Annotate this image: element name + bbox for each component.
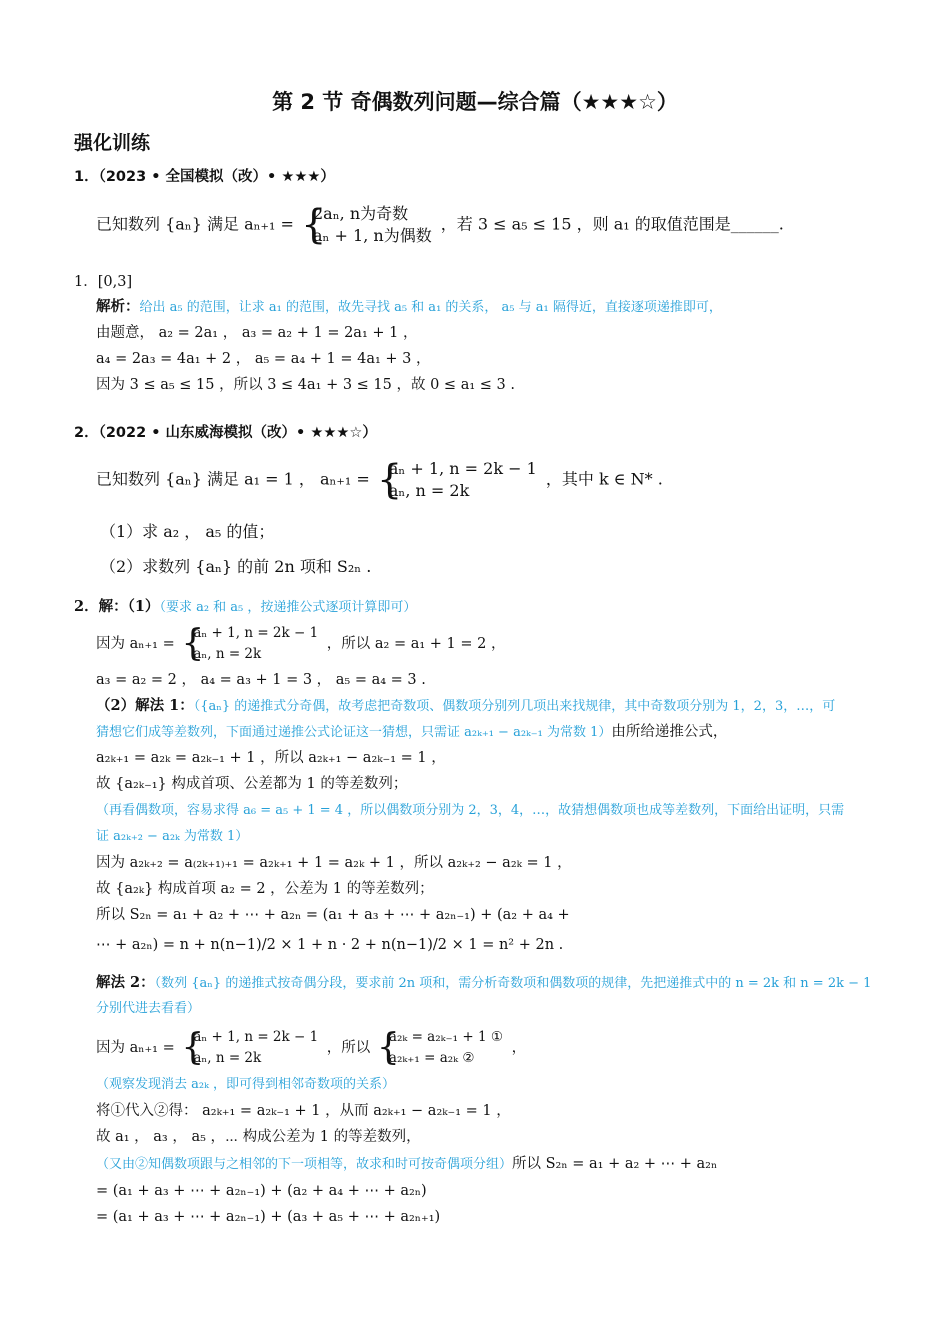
- a1-analysis: [96, 300, 722, 315]
- a2-method1-line5: 所以 S₂ₙ = a₁ + a₂ + ⋯ + a₂ₙ = (a₁ + a₃ + ⋯ + a₂ₙ₋₁) + (a₂ + a₄ +: [96, 907, 570, 923]
- a2-heading: [74, 600, 416, 615]
- a1-line2: a₄ = 2a₃ = 4a₁ + 2 ， a₅ = a₄ + 1 = 4a₁ + 3 ，: [96, 351, 431, 367]
- a2-sys-row1: aₙ + 1, n = 2k − 1: [193, 625, 319, 641]
- a2-method1-line1: a₂ₖ₊₁ = a₂ₖ = a₂ₖ₋₁ + 1 ，所以 a₂ₖ₊₁ − a₂ₖ₋₁ = 1 ，: [96, 750, 446, 766]
- a2-method1-note2-tail: 由所给递推公式，: [611, 724, 728, 740]
- q1-heading: 1．（2023 • 全国模拟（改）• ★★★）: [74, 169, 335, 185]
- q2-sys-row1: aₙ + 1, n = 2k − 1: [388, 459, 537, 478]
- page-title: 第 2 节 奇偶数列问题—综合篇（★★★☆）: [272, 90, 678, 114]
- a2-method2-recurrence-system: { aₙ + 1, n = 2k − 1 aₙ, n = 2k: [181, 1027, 319, 1068]
- a2-method2-note: （数列 {aₙ} 的递推式按奇偶分段，要求前 2n 项和，需分析奇数项和偶数项的规律，先把递推式中的 n = 2k 和 n = 2k − 1: [154, 976, 872, 991]
- q1-sys-row1: 2aₙ, n为奇数: [313, 204, 409, 223]
- q1-piecewise-system: { 2aₙ, n为奇数 aₙ + 1, n为偶数: [301, 202, 432, 248]
- a2-method1-note2: 猜想它们成等差数列，下面通过递推公式论证这一猜想，只需证 a₂ₖ₊₁ − a₂ₖ₋₁ 为常数 1）: [96, 725, 612, 740]
- q2-stem-pre: 已知数列 {aₙ} 满足 a₁ = 1 ， aₙ₊₁ =: [96, 469, 370, 489]
- a2-method2-line3: 故 a₁ ， a₃ ， a₅ ，⋯ 构成公差为 1 的等差数列，: [96, 1129, 421, 1145]
- a2-method2-line1-post: ，: [511, 1040, 527, 1056]
- a2-sys-row2: aₙ, n = 2k: [193, 646, 262, 662]
- a2-method2-note4: （又由②知偶数项跟与之相邻的下一项相等，故求和时可按奇偶项分组）: [96, 1157, 513, 1172]
- a2-method1-note: （{aₙ} 的递推式分奇偶，故考虑把奇数项、偶数项分别列几项出来找规律，其中奇数项分别为 1，2，3，…，可: [193, 699, 836, 714]
- q2-stem-post: ，其中 k ∈ N* .: [545, 469, 663, 489]
- a2-method2-note4-tail: 所以 S₂ₙ = a₁ + a₂ + ⋯ + a₂ₙ: [512, 1156, 718, 1172]
- a2-note1: （要求 a₂ 和 a₅ ，按递推公式逐项计算即可）: [159, 600, 417, 615]
- a2-method1-line3: 因为 a₂ₖ₊₂ = a₍₂ₖ₊₁₎₊₁ = a₂ₖ₊₁ + 1 = a₂ₖ + 1 ，所以 a₂ₖ₊₂ − a₂ₖ = 1 ，: [96, 855, 572, 871]
- q2-piecewise-system: { aₙ + 1, n = 2k − 1 aₙ, n = 2k: [376, 457, 537, 503]
- a2-method2-line1-pre: 因为 aₙ₊₁ =: [96, 1040, 175, 1056]
- a2-method2-line2: 将①代入②得： a₂ₖ₊₁ = a₂ₖ₋₁ + 1 ，从而 a₂ₖ₊₁ − a₂ₖ₋₁ = 1 ，: [96, 1103, 511, 1119]
- a2-method2-derived-row1: a₂ₖ = a₂ₖ₋₁ + 1 ①: [388, 1029, 503, 1045]
- a2-method2-intro: [96, 976, 871, 991]
- a2-line1: [96, 623, 505, 665]
- a2-method1-label: （2）解法 1：: [96, 697, 194, 714]
- section-heading: 强化训练: [74, 132, 151, 154]
- a2-method2-note3: （观察发现消去 a₂ₖ ，即可得到相邻奇数项的关系）: [96, 1077, 395, 1092]
- a2-line2: a₃ = a₂ = 2 ， a₄ = a₃ + 1 = 3 ， a₅ = a₄ = 3 .: [96, 672, 426, 688]
- q2-part1: （1）求 a₂ ， a₅ 的值；: [100, 522, 275, 541]
- a2-method1-line6: ⋯ + a₂ₙ) = n + n(n−1)/2 × 1 + n · 2 + n(n−1)/2 × 1 = n² + 2n .: [96, 937, 564, 953]
- a2-method2-line5: = (a₁ + a₃ + ⋯ + a₂ₙ₋₁) + (a₂ + a₄ + ⋯ + a₂ₙ): [96, 1183, 427, 1199]
- a2-method1-intro: [96, 699, 835, 714]
- a1-line1: 由题意， a₂ = 2a₁ ， a₃ = a₂ + 1 = 2a₁ + 1 ，: [96, 325, 418, 341]
- q1-stem-post: ，若 3 ≤ a₅ ≤ 15 ，则 a₁ 的取值范围是______.: [440, 214, 784, 234]
- a2-method2-derived-system: { a₂ₖ = a₂ₖ₋₁ + 1 ① a₂ₖ₊₁ = a₂ₖ ②: [376, 1027, 503, 1068]
- a2-head-label: 2．解：（1）: [74, 598, 160, 615]
- a2-method1-intro2: [96, 725, 727, 740]
- a2-method1-note4: 证 a₂ₖ₊₂ − a₂ₖ 为常数 1）: [96, 829, 249, 844]
- a2-method2-note2: 分别代进去看看）: [96, 1001, 201, 1016]
- q2-sys-row2: aₙ, n = 2k: [388, 481, 470, 500]
- a1-analysis-note: 给出 a₅ 的范围，让求 a₁ 的范围，故先寻找 a₅ 和 a₁ 的关系， a₅ 与 a₁ 隔得近，直接逐项递推即可，: [139, 300, 722, 315]
- q2-stem: [96, 458, 663, 502]
- a2-method2-rec-row1: aₙ + 1, n = 2k − 1: [193, 1029, 319, 1045]
- a2-line1-post: ，所以 a₂ = a₁ + 1 = 2 ，: [326, 636, 506, 652]
- a2-line1-pre: 因为 aₙ₊₁ =: [96, 636, 175, 652]
- a2-piecewise-system: { aₙ + 1, n = 2k − 1 aₙ, n = 2k: [181, 623, 319, 664]
- a2-method2-rec-row2: aₙ, n = 2k: [193, 1050, 262, 1066]
- a2-method2-line1: [96, 1027, 526, 1069]
- q1-stem: [96, 203, 784, 247]
- a2-method1-line2: 故 {a₂ₖ₋₁} 构成首项、公差都为 1 的等差数列；: [96, 776, 408, 792]
- a2-method1-line4: 故 {a₂ₖ} 构成首项 a₂ = 2 ，公差为 1 的等差数列；: [96, 881, 434, 897]
- q1-stem-pre: 已知数列 {aₙ} 满足 aₙ₊₁ =: [96, 214, 294, 234]
- a2-method2-line6: = (a₁ + a₃ + ⋯ + a₂ₙ₋₁) + (a₃ + a₅ + ⋯ + a₂ₙ₊₁): [96, 1209, 441, 1225]
- a1-number: 1．[0,3]: [74, 274, 133, 290]
- a2-method2-derived-row2: a₂ₖ₊₁ = a₂ₖ ②: [388, 1050, 475, 1066]
- a2-method1-note3: （再看偶数项，容易求得 a₆ = a₅ + 1 = 4 ，所以偶数项分别为 2，3，4，…，故猜想偶数项也成等差数列，下面给出证明，只需: [96, 803, 845, 818]
- a2-method2-label: 解法 2：: [96, 974, 155, 991]
- a1-analysis-label: 解析：: [96, 299, 140, 315]
- a2-method2-line1-mid: ，所以: [326, 1040, 371, 1056]
- a2-method2-line4: [96, 1157, 717, 1172]
- q2-part2: （2）求数列 {aₙ} 的前 2n 项和 S₂ₙ .: [100, 557, 372, 576]
- a1-line3: 因为 3 ≤ a₅ ≤ 15 ，所以 3 ≤ 4a₁ + 3 ≤ 15 ，故 0 ≤ a₁ ≤ 3 .: [96, 377, 515, 393]
- q1-sys-row2: aₙ + 1, n为偶数: [313, 226, 432, 245]
- q2-heading: 2．（2022 • 山东威海模拟（改）• ★★★☆）: [74, 425, 377, 441]
